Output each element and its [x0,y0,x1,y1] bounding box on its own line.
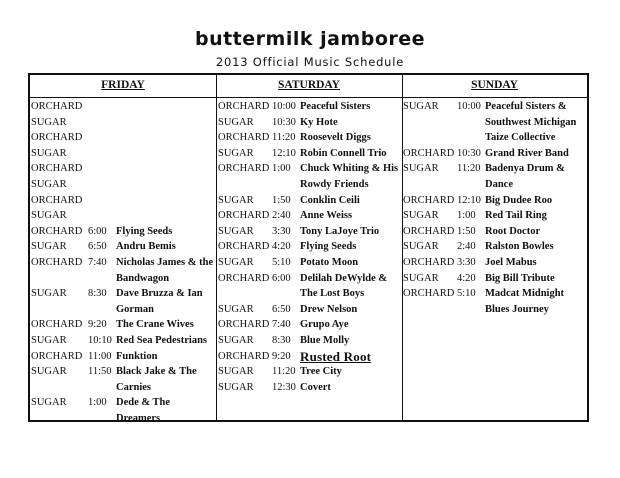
act-name: Badenya Drum & Dance [485,163,565,190]
schedule-row [403,208,586,224]
stage-name: ORCHARD [403,225,455,237]
headliner-act: Rusted Root [300,348,372,364]
stage-name: SUGAR [403,241,439,253]
stage-name: ORCHARD [403,147,455,159]
schedule-row [218,193,401,209]
day-header-friday: FRIDAY [101,79,145,91]
act-name: Flying Seeds [116,225,173,237]
schedule-row [218,115,401,131]
stage-name: SUGAR [403,272,439,284]
set-time: 10:00 [457,101,481,112]
stage-name: ORCHARD [218,101,270,112]
schedule-row [31,317,215,333]
schedule-row [218,317,401,333]
stage-name: SUGAR [31,147,67,159]
stage-name: SUGAR [218,334,254,346]
act-name: Madcat Midnight Blues Journey [485,288,565,315]
schedule-row [403,99,586,146]
act-name: Grupo Aye [300,319,349,331]
set-time: 10:00 [272,101,296,112]
act-name: Red Tail Ring [485,210,547,222]
festival-title: buttermilk jamboree [194,28,426,50]
set-time: 1:00 [88,397,107,409]
column-divider [216,75,217,420]
act-name: Nicholas James & the Bandwagon [116,256,214,284]
act-name: Flying Seeds [300,241,357,253]
schedule-row [218,302,401,318]
schedule-row [31,224,215,240]
header-divider [30,97,587,98]
stage-name: SUGAR [218,303,254,315]
set-time: 8:30 [88,288,107,300]
set-time: 4:20 [272,241,291,253]
stage-name: ORCHARD [31,319,83,331]
stage-name: ORCHARD [403,288,455,300]
day-header-saturday: SATURDAY [278,79,340,91]
act-name: Covert [300,381,331,393]
act-name: Root Doctor [485,225,541,237]
schedule-row [403,161,586,192]
stage-name: ORCHARD [218,132,270,144]
schedule-row [31,208,215,224]
set-time: 5:10 [457,288,476,300]
stage-name: SUGAR [218,381,254,393]
stage-name: ORCHARD [31,194,83,206]
act-name: Tree City [300,366,342,378]
schedule-row [218,161,401,192]
set-time: 11:00 [88,350,112,362]
set-time: 1:50 [457,225,476,237]
stage-name: SUGAR [218,256,254,268]
day-column-friday [31,99,215,426]
act-name: Dede & The Dreamers [116,397,171,424]
stage-name: SUGAR [31,210,67,222]
set-time: 1:00 [457,210,476,222]
stage-name: ORCHARD [31,132,83,144]
set-time: 9:20 [88,319,107,331]
stage-name: ORCHARD [218,163,270,175]
schedule-row [403,255,586,271]
set-time: 7:40 [88,256,107,268]
stage-name: SUGAR [218,194,254,206]
set-time: 8:30 [272,334,291,346]
stage-name: ORCHARD [218,241,270,253]
schedule-row [31,130,215,146]
schedule-row [31,395,215,426]
schedule-row [218,239,401,255]
schedule-row [31,193,215,209]
schedule-row [218,255,401,271]
schedule-row [403,146,586,162]
stage-name: SUGAR [218,366,254,378]
act-name: Potato Moon [300,256,359,268]
act-name: Grand River Band [485,147,569,159]
set-time: 11:50 [88,366,112,378]
act-name: Ky Hote [300,116,338,128]
act-name: Funktion [116,350,158,362]
set-time: 3:30 [457,256,476,268]
schedule-row [218,364,401,380]
stage-name: SUGAR [31,366,67,378]
schedule-row [218,349,401,365]
act-name: Red Sea Pedestrians [116,334,207,346]
schedule-row [403,271,586,287]
set-time: 9:20 [272,350,291,362]
schedule-row [31,286,215,317]
stage-name: SUGAR [218,116,254,128]
set-time: 4:20 [457,272,476,284]
set-time: 10:30 [272,116,296,128]
schedule-subtitle: 2013 Official Music Schedule [215,55,405,69]
set-time: 2:40 [457,241,476,253]
act-name: Andru Bemis [116,241,176,253]
schedule-row [31,349,215,365]
act-name: Peaceful Sisters [300,101,371,112]
schedule-row [218,224,401,240]
set-time: 6:50 [272,303,291,315]
set-time: 1:00 [272,163,291,175]
schedule-row [218,333,401,349]
schedule-row [31,99,215,115]
act-name: Ralston Bowles [485,241,554,253]
act-name: Big Bill Tribute [485,272,555,284]
stage-name: ORCHARD [403,256,455,268]
schedule-row [31,364,215,395]
schedule-row [31,146,215,162]
stage-name: SUGAR [403,210,439,222]
stage-name: ORCHARD [31,225,83,237]
stage-name: SUGAR [218,147,254,159]
set-time: 7:40 [272,319,291,331]
act-name: Joel Mabus [485,256,537,268]
stage-name: SUGAR [218,225,254,237]
set-time: 11:20 [272,132,296,144]
set-time: 12:30 [272,381,296,393]
schedule-row [31,177,215,193]
stage-name: ORCHARD [31,101,83,112]
set-time: 3:30 [272,225,291,237]
act-name: The Crane Wives [116,319,194,331]
act-name: Roosevelt Diggs [300,132,371,144]
set-time: 11:20 [457,163,481,175]
schedule-row [403,286,586,317]
act-name: Anne Weiss [300,210,353,222]
stage-name: SUGAR [403,163,439,175]
act-name: Black Jake & The Carnies [116,366,197,393]
schedule-row [218,146,401,162]
schedule-row [218,271,401,302]
act-name: Robin Connell Trio [300,147,387,159]
act-name: Dave Bruzza & Ian Gorman [116,288,203,315]
act-name: Delilah DeWylde & The Lost Boys [300,272,388,300]
schedule-row [403,239,586,255]
stage-name: ORCHARD [218,350,270,362]
act-name: Conklin Ceili [300,194,360,206]
set-time: 12:10 [272,147,296,159]
schedule-row [218,130,401,146]
set-time: 2:40 [272,210,291,222]
stage-name: ORCHARD [218,210,270,222]
stage-name: ORCHARD [218,319,270,331]
schedule-row [31,333,215,349]
stage-name: SUGAR [31,397,67,409]
day-column-sunday [403,99,586,317]
schedule-row [218,208,401,224]
day-header-sunday: SUNDAY [471,79,518,91]
set-time: 10:30 [457,147,481,159]
set-time: 6:50 [88,241,107,253]
set-time: 11:20 [272,366,296,378]
act-name: Big Dudee Roo [485,194,553,206]
set-time: 12:10 [457,194,481,206]
set-time: 5:10 [272,256,291,268]
stage-name: ORCHARD [31,163,83,175]
act-name: Tony LaJoye Trio [300,225,380,237]
stage-name: ORCHARD [218,272,270,284]
schedule-row [31,255,215,286]
stage-name: SUGAR [31,334,67,346]
stage-name: SUGAR [31,288,67,300]
schedule-row [403,224,586,240]
schedule-table [28,73,589,422]
stage-name: SUGAR [403,101,439,112]
schedule-row [31,115,215,131]
schedule-row [31,161,215,177]
set-time: 10:10 [88,334,112,346]
act-name: Drew Nelson [300,303,358,315]
stage-name: ORCHARD [31,256,83,268]
schedule-row [218,99,401,115]
act-name: Blue Molly [300,334,350,346]
act-name: Chuck Whiting & His Rowdy Friends [300,163,399,190]
schedule-row [218,380,401,396]
set-time: 6:00 [88,225,107,237]
stage-name: SUGAR [31,116,67,128]
stage-name: SUGAR [31,178,67,190]
stage-name: SUGAR [31,241,67,253]
schedule-row [403,193,586,209]
set-time: 1:50 [272,194,291,206]
day-column-saturday [218,99,401,395]
set-time: 6:00 [272,272,291,284]
stage-name: ORCHARD [31,350,83,362]
schedule-row [31,239,215,255]
stage-name: ORCHARD [403,194,455,206]
act-name: Peaceful Sisters & Southwest Michigan Taize Collective [485,101,577,144]
